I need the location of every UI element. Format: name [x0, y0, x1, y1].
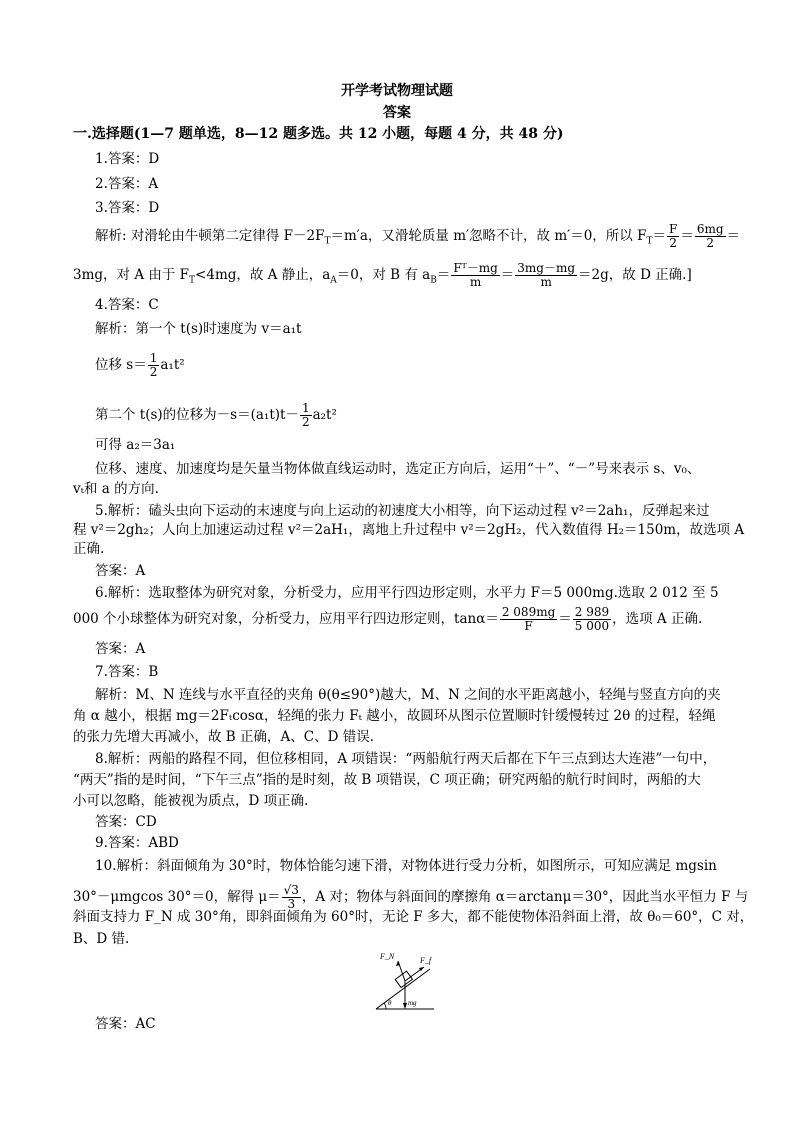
- q5-analysis-line-2: 程 v²＝2gh₂；人向上加速运动过程 v²＝2aH₁，离地上升过程中 v²＝2gH₂，代入数值得 H₂＝150m，故选项 A: [73, 522, 745, 538]
- q3-analysis-line-1: 解析: 对滑轮由牛顿第二定律得 $F-2F_T=m'a$，又滑轮质量 m′忽略不计，故 m′＝0，所以 $F_T=$ $\frac{F}{2}$ ＝ $\frac{6mg}{2}$ ＝: [95, 222, 741, 250]
- section-heading: 一.选择题(1—7 题单选，8—12 题多选。共 12 小题，每题 4 分，共 48 分): [73, 126, 564, 142]
- q4-analysis-line-4: 可得 a₂＝3a₁: [95, 437, 176, 453]
- q6-analysis-line-2: 000 个小球整体为研究对象，分析受力，应用平行四边形定则，tanα＝ $\frac{2 089mg}{F}$ ＝ $\frac{2 989}{5 000}$ ，选项 A 正确.: [73, 605, 703, 633]
- q7-analysis-line-1: 解析：M、N 连线与水平直径的夹角 θ(θ≤90°)越大，M、N 之间的水平距离越小，轻绳与竖直方向的夹: [95, 687, 721, 703]
- answer-q2: 2.答案：A: [95, 176, 159, 192]
- answer-q1: 1.答案：D: [95, 151, 160, 167]
- fraction: $\frac{1}{2}$: [149, 351, 158, 379]
- q5-analysis-line-3: 正确.: [73, 541, 105, 557]
- fraction: $\frac{√3}{3}$: [283, 883, 299, 911]
- answer-q6: 答案：A: [95, 641, 146, 657]
- q10-analysis-line-3: 斜面支持力 F_N 成 30°角，即斜面倾角为 60°时，无论 F 多大，都不能使物体沿斜面上滑，故 θ₀＝60°，C 对，: [73, 909, 754, 925]
- q8-analysis-line-2: “两天”指的是时间，“下午三点”指的是时刻，故 B 项错误，C 项正确；研究两船的航行时间时，两船的大: [73, 772, 701, 788]
- gravity-arrowhead: [403, 1003, 407, 1009]
- block: [395, 971, 412, 987]
- q4-analysis-line-1: 解析：第一个 t(s)时速度为 v＝a₁t: [95, 321, 302, 337]
- q4-analysis-line-5: 位移、速度、加速度均是矢量当物体做直线运动时，选定正方向后，运用“＋”、“－”号来表示 s、v₀、: [95, 461, 701, 477]
- q10-analysis-line-1: 10.解析：斜面倾角为 30°时，物体恰能匀速下滑，对物体进行受力分析，如图所示，可知应满足 mgsin: [95, 858, 717, 874]
- q4-analysis-line-6: vₜ和 a 的方向.: [73, 481, 159, 497]
- fraction: $\frac{F}{2}$: [668, 222, 678, 250]
- answer-q4: 4.答案：C: [95, 297, 159, 313]
- normal-force-label: F_N: [380, 952, 395, 961]
- fraction: $\frac{3mg-mg}{m}$: [517, 261, 576, 289]
- q10-analysis-line-2: 30°－μmgcos 30°＝0，解得 μ＝ $\frac{√3}{3}$ ，A 对；物体与斜面间的摩擦角 α＝arctanμ＝30°，因此当水平恒力 F 与: [73, 883, 749, 911]
- incline-force-diagram: [372, 945, 436, 1013]
- q8-analysis-line-1: 8.解析：两船的路程不同，但位移相同，A 项错误：“两船航行两天后都在下午三点到达大连港”一句中，: [95, 751, 717, 767]
- answer-q5: 答案：A: [95, 563, 146, 579]
- answer-q10: 答案：AC: [95, 1016, 156, 1032]
- exam-title: 开学考试物理试题: [341, 83, 453, 99]
- q3-analysis-line-2: 3mg，对 A 由于 $F_T<4mg$，故 A 静止，$a_A=0$，对 B 有 $a_B=$ $\frac{\text{Fᵀ－mg}}{m}$ ＝ $\frac{3mg-mg}{m}$ ＝2g，故 D 正确.]: [73, 261, 692, 289]
- fraction: $\frac{\text{Fᵀ－mg}}{m}$: [453, 261, 498, 289]
- fraction: $\frac{1}{2}$: [301, 401, 310, 429]
- fraction: $\frac{6mg}{2}$: [696, 222, 724, 250]
- friction-force-label: F_f: [420, 956, 432, 965]
- answer-q3: 3.答案：D: [95, 200, 160, 216]
- gravity-label: mg: [408, 999, 417, 1007]
- q7-analysis-line-3: 的张力先增大再减小，故 B 正确，A、C、D 错误.: [73, 729, 374, 745]
- fraction: $\frac{2 089mg}{F}$: [501, 605, 556, 633]
- angle-arc: [384, 1003, 386, 1009]
- q6-analysis-line-1: 6.解析：选取整体为研究对象，分析受力，应用平行四边形定则，水平力 F＝5 000mg.选取 2 012 至 5: [95, 585, 719, 601]
- q10-analysis-line-4: B、D 错.: [73, 931, 130, 947]
- answer-heading: 答案: [383, 105, 411, 121]
- answer-q9: 9.答案：ABD: [95, 835, 179, 851]
- q5-analysis-line-1: 5.解析：磕头虫向下运动的末速度与向上运动的初速度大小相等，向下运动过程 v²＝2ah₁，反弹起来过: [95, 503, 710, 519]
- q8-analysis-line-3: 小可以忽略，能被视为质点，D 项正确.: [73, 793, 309, 809]
- q7-analysis-line-2: 角 α 越小，根据 mg＝2Fₜcosα，轻绳的张力 Fₜ 越小，故圆环从图示位置顺时针缓慢转过 2θ 的过程，轻绳: [73, 708, 716, 724]
- answer-q8: 答案：CD: [95, 814, 157, 830]
- q4-analysis-line-3: 第二个 t(s)的位移为－s＝(a₁t)t－ $\frac{1}{2}$ a₂t²: [95, 401, 337, 429]
- fraction: $\frac{2 989}{5 000}$: [574, 605, 610, 633]
- angle-label: θ: [388, 999, 392, 1007]
- answer-q7: 7.答案：B: [95, 664, 159, 680]
- q4-analysis-line-2: 位移 s＝ $\frac{1}{2}$ a₁t²: [95, 351, 185, 379]
